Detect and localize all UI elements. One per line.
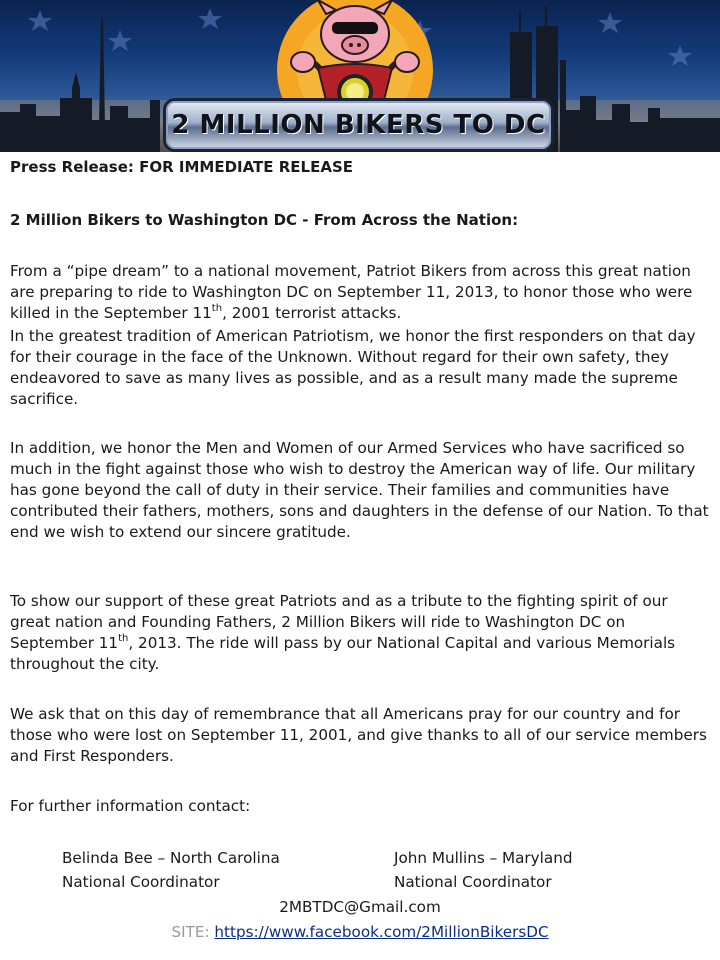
release-line: Press Release: FOR IMMEDIATE RELEASE xyxy=(10,158,354,176)
site-label: SITE: xyxy=(171,923,210,941)
contact-role-right: National Coordinator xyxy=(394,873,552,891)
contact-email xyxy=(0,898,720,916)
banner-title-plate xyxy=(163,98,554,152)
contact-name-right: John Mullins – Maryland xyxy=(394,849,573,867)
contact-intro: For further information contact: xyxy=(10,797,251,815)
header-banner xyxy=(0,0,720,152)
ordinal-suffix: th xyxy=(118,632,129,644)
contact-name-left: Belinda Bee – North Carolina xyxy=(62,849,280,867)
paragraph-armed-services: In addition, we honor the Men and Women of our Armed Services who have sacrificed so much in the fight against those who wish to destroy the American way of life. Our military has gone beyond the call of duty in their service. Their families and communities have contributed their fathers, mothers, sons and daughters in the defense of our Nation. To that end we wish to extend our sincere gratitude. xyxy=(10,439,709,541)
facebook-link[interactable]: https://www.facebook.com/2MillionBikersDC xyxy=(214,923,549,941)
ordinal-suffix: th xyxy=(211,302,223,314)
paragraph-remembrance: We ask that on this day of remembrance that all Americans pray for our country and for those who were lost on September 11, 2001, and give thanks to all of our service members and First Responders. xyxy=(10,705,707,765)
headline: 2 Million Bikers to Washington DC - From Across the Nation: xyxy=(10,211,519,229)
paragraph-intro xyxy=(10,261,710,324)
paragraph-intro-text-end: , 2001 terrorist attacks. xyxy=(222,304,402,322)
paragraph-ride-text: To show our support of these great Patriots and as a tribute to the fighting spirit of our great nation and Founding Fathers, 2 Million Bikers will ride to Washington DC on September 11 xyxy=(10,592,668,652)
contact-email-text[interactable]: 2MBTDC@Gmail.com xyxy=(279,898,441,916)
paragraph-first-responders: In the greatest tradition of American Patriotism, we honor the first responders on that day for their courage in the face of the Unknown. Without regard for their own safety, they endeavored to save as many lives as possible, and as a result many made the supreme sacrifice. xyxy=(10,327,696,408)
contact-role-left: National Coordinator xyxy=(62,873,220,891)
paragraph-ride xyxy=(10,591,710,675)
banner-title: 2 MILLION BIKERS TO DC xyxy=(171,110,546,140)
paragraph-intro-text: From a “pipe dream” to a national movement, Patriot Bikers from across this great nation are preparing to ride to Washington DC on September 11, 2013, to honor those who were killed in the September 11 xyxy=(10,262,693,322)
site-line xyxy=(0,923,720,941)
paragraph-ride-text-end: , 2013. The ride will pass by our National Capital and various Memorials throughout the city. xyxy=(10,634,676,673)
